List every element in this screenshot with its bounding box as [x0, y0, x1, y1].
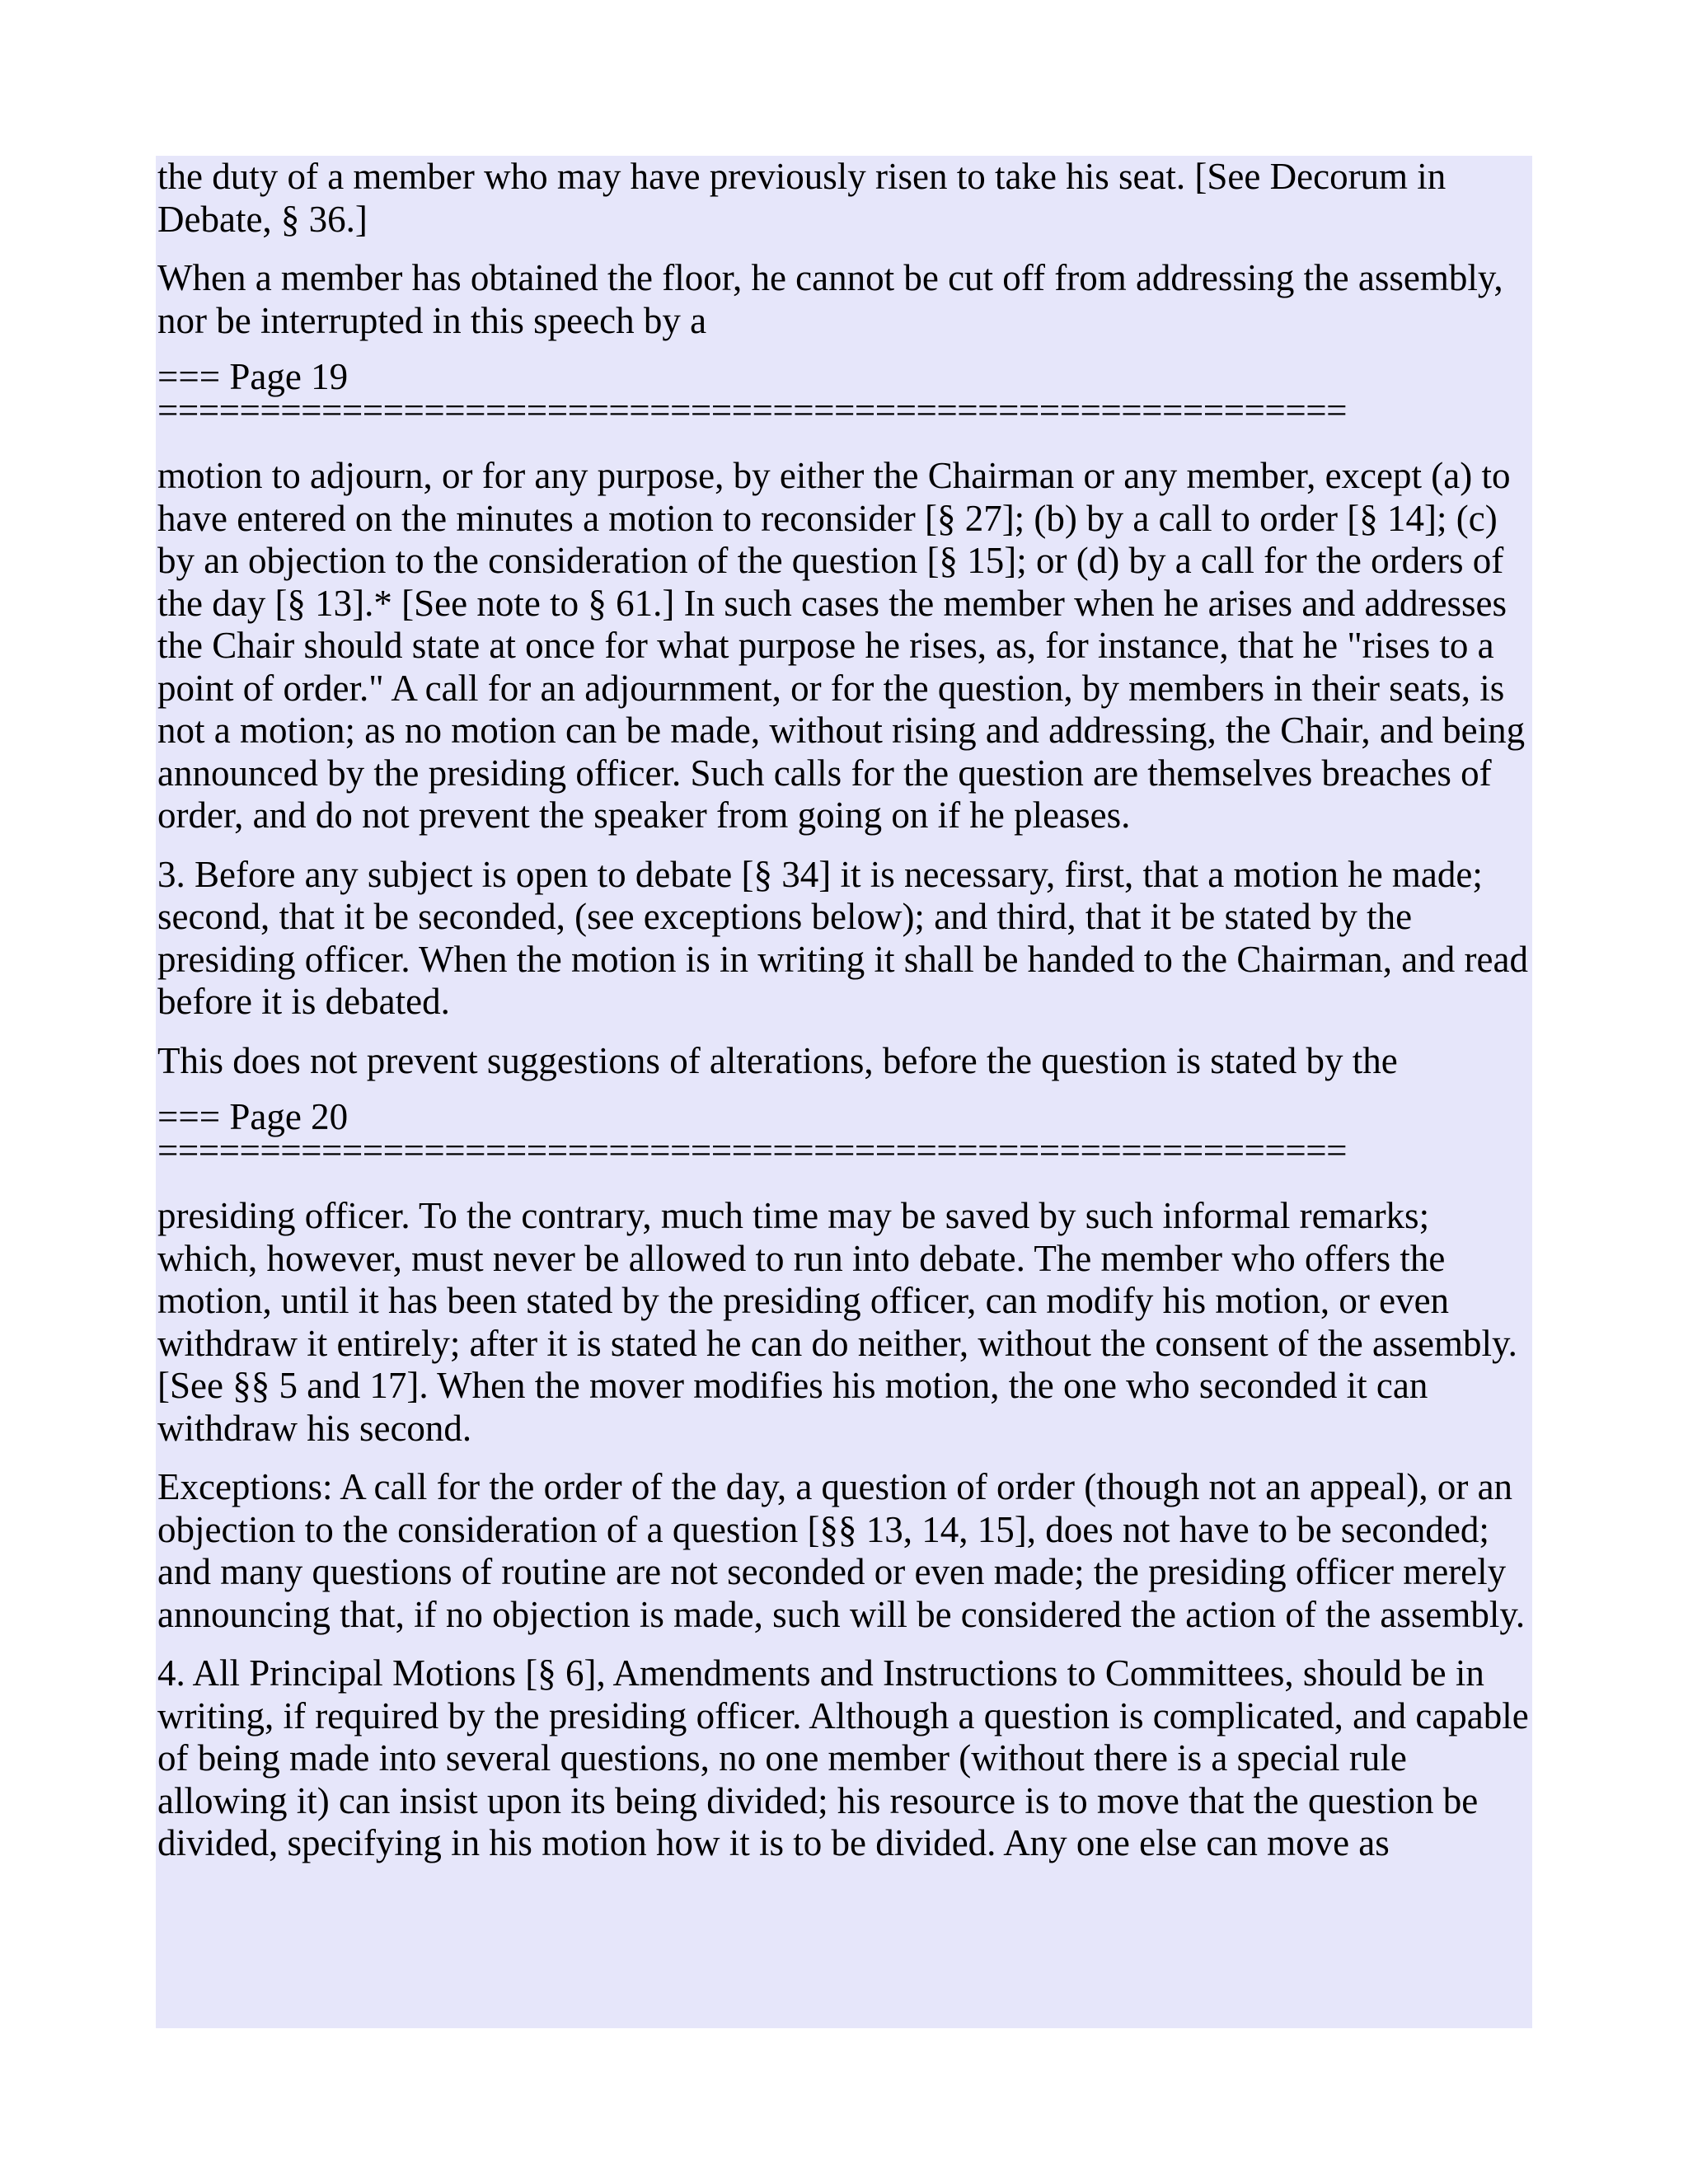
paragraph: 3. Before any subject is open to debate [§ 34] it is necessary, first, that a motion he made; second, that it be seconded, (see exceptions below); and third, that it be stated by the presiding officer. When the motion is in writing it shall be handed to the Chairman, and read before it is debated.	[157, 853, 1528, 1022]
page-marker-20	[157, 1096, 1531, 1165]
page-marker-rule: ==========================================================	[157, 396, 1347, 425]
paragraph: This does not prevent suggestions of alterations, before the question is stated by the	[157, 1039, 1398, 1081]
paragraph: the duty of a member who may have previously risen to take his seat. [See Decorum in Debate, § 36.]	[157, 156, 1447, 240]
paragraph: Exceptions: A call for the order of the day, a question of order (though not an appeal), or an objection to the consideration of a question [§§ 13, 14, 15], does not have to be seconded; and many questions of routine are not seconded or even made; the presiding officer merely announcing that, if no objection is made, such will be considered the action of the assembly.	[157, 1466, 1526, 1635]
paragraph: 4. All Principal Motions [§ 6], Amendments and Instructions to Committees, should be in writing, if required by the presiding officer. Although a question is complicated, and capable of being made into several questions, no one member (without there is a special rule allowing it) can insist upon its being divided; his resource is to move that the question be divided, specifying in his motion how it is to be divided. Any one else can move as	[157, 1652, 1529, 1863]
page-marker-rule: ==========================================================	[157, 1136, 1347, 1165]
document-text-block	[156, 156, 1532, 2028]
page-marker-19	[157, 356, 1531, 425]
page-marker-label: === Page 19	[157, 356, 349, 397]
paragraph: presiding officer. To the contrary, much time may be saved by such informal remarks; which, however, must never be allowed to run into debate. The member who offers the motion, until it has been stated by the presiding officer, can modify his motion, or even withdraw it entirely; after it is stated he can do neither, without the consent of the assembly. [See §§ 5 and 17]. When the mover modifies his motion, the one who seconded it can withdraw his second.	[157, 1195, 1517, 1449]
paragraph: When a member has obtained the floor, he cannot be cut off from addressing the assembly, nor be interrupted in this speech by a	[157, 257, 1503, 341]
page-marker-label: === Page 20	[157, 1096, 349, 1137]
paragraph: motion to adjourn, or for any purpose, by either the Chairman or any member, except (a) to have entered on the minutes a motion to reconsider [§ 27]; (b) by a call to order [§ 14]; (c) by an objection to the consideration of the question [§ 15]; or (d) by a call for the orders of the day [§ 13].* [See note to § 61.] In such cases the member when he arises and addresses the Chair should state at once for what purpose he rises, as, for instance, that he "rises to a point of order." A call for an adjournment, or for the question, by members in their seats, is not a motion; as no motion can be made, without rising and addressing, the Chair, and being announced by the presiding officer. Such calls for the question are themselves breaches of order, and do not prevent the speaker from going on if he pleases.	[157, 455, 1526, 836]
